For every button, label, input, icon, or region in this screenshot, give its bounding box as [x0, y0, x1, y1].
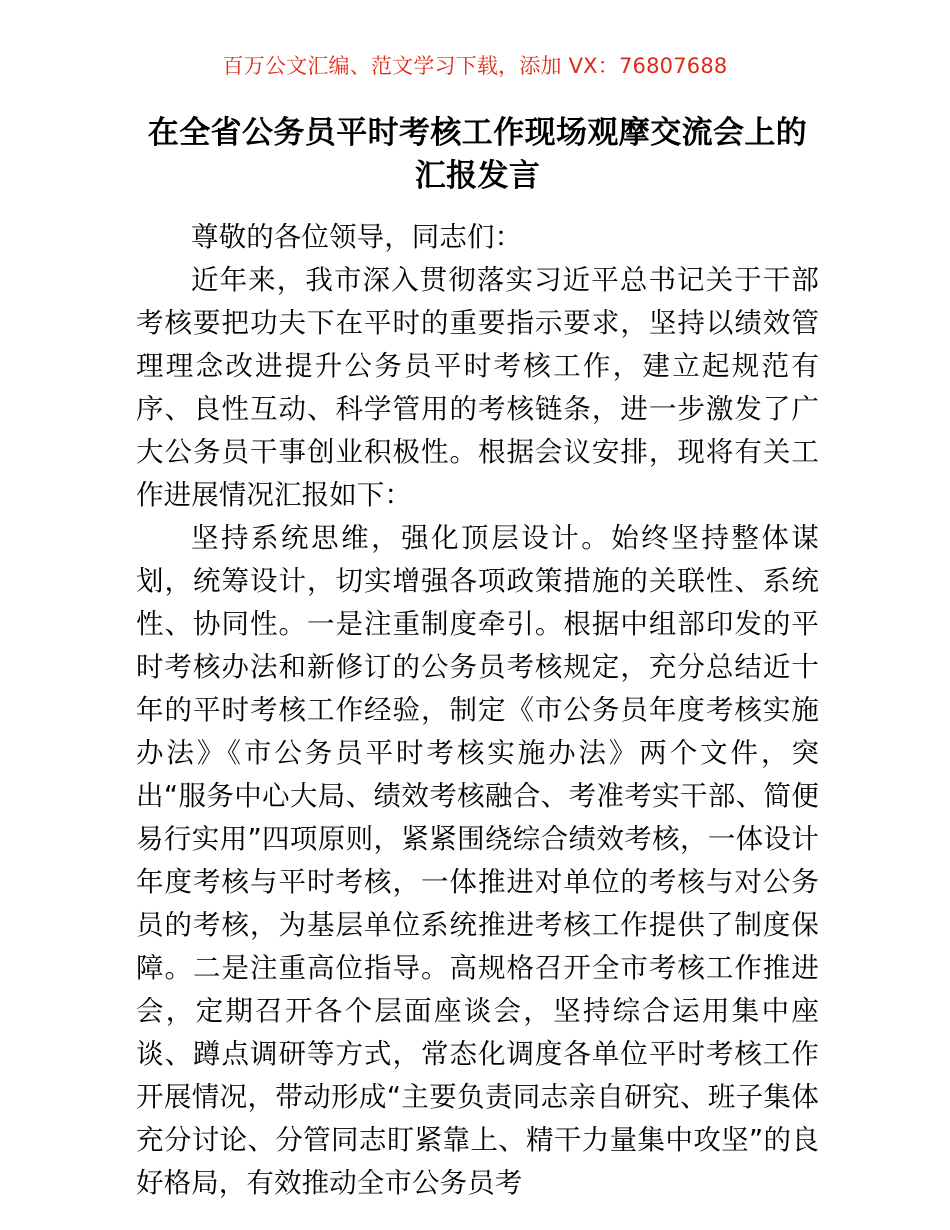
document-body	[136, 112, 819, 1205]
document-title: 在全省公务员平时考核工作现场观摩交流会上的汇报发言	[147, 115, 808, 194]
body-paragraph-2: 坚持系统思维，强化顶层设计。始终坚持整体谋划，统筹设计，切实增强各项政策措施的关联性、系统性、协同性。一是注重制度牵引。根据中组部印发的平时考核办法和新修订的公务员考核规定，充分总结近十年的平时考核工作经验，制定《市公务员年度考核实施办法》《市公务员平时考核实施办法》两个文件，突出“服务中心大局、绩效考核融合、考准考实干部、简便易行实用”四项原则，紧紧围绕综合绩效考核，一体设计年度考核与平时考核，一体推进对单位的考核与对公务员的考核，为基层单位系统推进考核工作提供了制度保障。二是注重高位指导。高规格召开全市考核工作推进会，定期召开各个层面座谈会，坚持综合运用集中座谈、蹲点调研等方式，常态化调度各单位平时考核工作开展情况，带动形成“主要负责同志亲自研究、班子集体充分讨论、分管同志盯紧靠上、精干力量集中攻坚”的良好格局，有效推动全市公务员考	[136, 522, 819, 1199]
promo-watermark-header: 百万公文汇编、范文学习下载，添加 VX：76807688	[222, 54, 728, 78]
body-paragraph-1: 近年来，我市深入贯彻落实习近平总书记关于干部考核要把功夫下在平时的重要指示要求，坚持以绩效管理理念改进提升公务员平时考核工作，建立起规范有序、良性互动、科学管用的考核链条，进一步激发了广大公务员干事创业积极性。根据会议安排，现将有关工作进展情况汇报如下：	[136, 264, 819, 511]
salutation-line: 尊敬的各位领导，同志们：	[191, 221, 523, 253]
